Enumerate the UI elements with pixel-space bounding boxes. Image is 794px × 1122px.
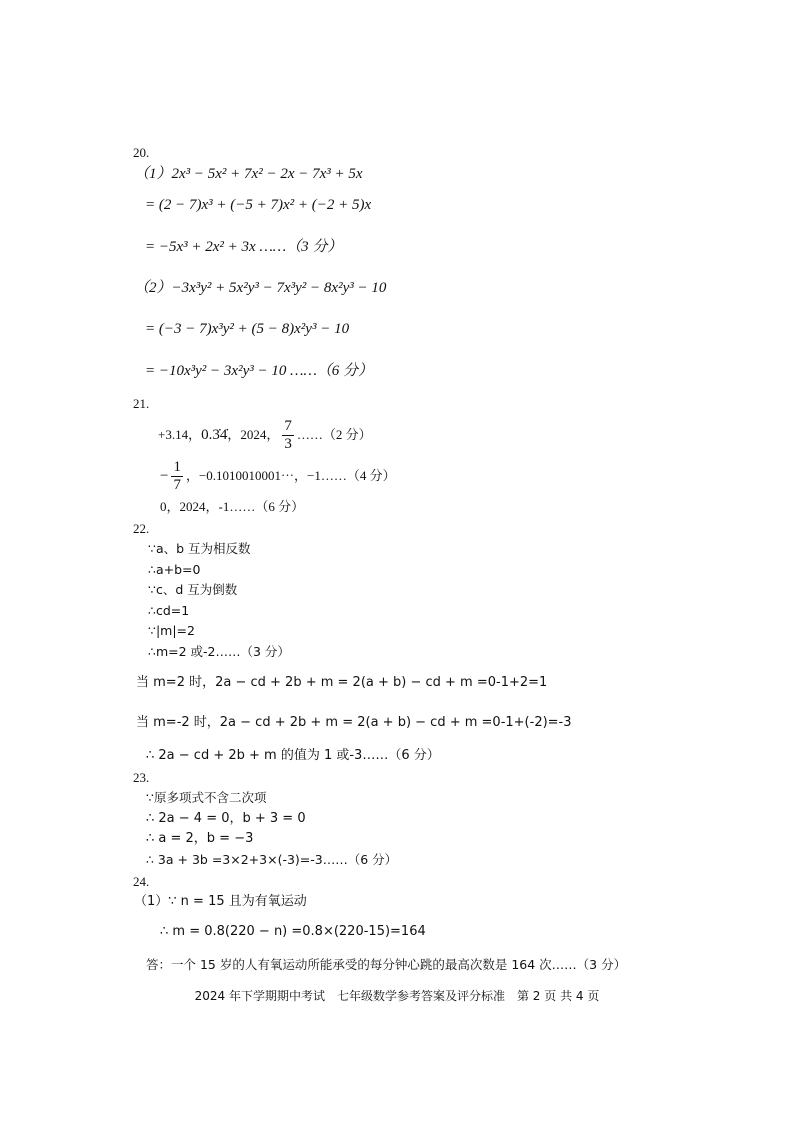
- q22-line9: ∴ 2a − cd + 2b + m 的值为 1 或-3……（6 分）: [146, 748, 440, 763]
- fraction-numerator: 7: [284, 418, 292, 434]
- q22-line2: ∴a+b=0: [148, 562, 201, 577]
- q21-fraction-1-7: [171, 459, 183, 494]
- q21-line1: [158, 418, 372, 453]
- q23-line1: ∵原多项式不含二次项: [146, 790, 267, 805]
- q22-line3: ∵c、d 互为倒数: [148, 582, 238, 597]
- q23-line2: ∴ 2a − 4 = 0，b + 3 = 0: [146, 811, 306, 826]
- q23-line3: ∴ a = 2，b = −3: [146, 831, 254, 846]
- q24-line1: （1）∵ n = 15 且为有氧运动: [134, 894, 307, 909]
- q21-line2-part-b: ，−0.1010010001⋯，−1……（4 分）: [185, 468, 396, 483]
- q22-line4: ∴cd=1: [148, 603, 190, 618]
- q21-line1-part-d: ……（2 分）: [296, 427, 372, 442]
- q21-fraction-7-3: [282, 418, 294, 453]
- q22-line6: ∴m=2 或-2……（3 分）: [148, 644, 290, 659]
- q21-repeating-decimal: 0.3̇4̇: [201, 427, 228, 443]
- q22-line5: ∵|m|=2: [148, 623, 195, 638]
- q22-line7: 当 m=2 时，2a − cd + 2b + m = 2(a + b) − cd + m =0-1+2=1: [136, 675, 548, 690]
- q20-part2-expression: （2）−3x³y² + 5x²y³ − 7x³y² − 8x²y³ − 10: [134, 280, 387, 296]
- question-22-number: 22.: [133, 521, 150, 536]
- q21-line3: 0，2024，-1……（6 分）: [160, 499, 305, 514]
- q21-minus-sign: −: [160, 468, 169, 484]
- q23-line4: ∴ 3a + 3b =3×2+3×(-3)=-3……（6 分）: [146, 852, 398, 867]
- fraction-denominator: 7: [173, 477, 181, 493]
- q21-line2: [160, 459, 396, 494]
- question-24-number: 24.: [133, 874, 150, 889]
- q24-answer: 答：一个 15 岁的人有氧运动所能承受的每分钟心跳的最高次数是 164 次……（3 分）: [146, 957, 627, 972]
- q22-line8: 当 m=-2 时，2a − cd + 2b + m = 2(a + b) − cd + m =0-1+(-2)=-3: [136, 715, 572, 730]
- q22-line1: ∵a、b 互为相反数: [148, 541, 251, 556]
- fraction-denominator: 3: [284, 436, 292, 452]
- q20-part2-result: = −10x³y² − 3x²y³ − 10 ……（6 分）: [145, 363, 374, 379]
- fraction-numerator: 1: [173, 459, 181, 475]
- q24-line2: ∴ m = 0.8(220 − n) =0.8×(220-15)=164: [160, 924, 426, 939]
- q20-part2-step1: = (−3 − 7)x³y² + (5 − 8)x²y³ − 10: [145, 321, 350, 337]
- question-20-number: 20.: [133, 145, 150, 160]
- q20-part1-step1: = (2 − 7)x³ + (−5 + 7)x² + (−2 + 5)x: [145, 197, 372, 213]
- q20-part1-expression: （1）2x³ − 5x² + 7x² − 2x − 7x³ + 5x: [134, 166, 363, 182]
- q21-line1-part-c: ，2024，: [227, 427, 280, 442]
- q20-part1-result: = −5x³ + 2x² + 3x ……（3 分）: [145, 239, 343, 255]
- page-footer: 2024 年下学期期中考试 七年级数学参考答案及评分标准 第 2 页 共 4 页: [194, 989, 600, 1003]
- question-21-number: 21.: [133, 396, 150, 411]
- question-23-number: 23.: [133, 770, 150, 785]
- q21-line1-part-a: +3.14，: [158, 427, 202, 442]
